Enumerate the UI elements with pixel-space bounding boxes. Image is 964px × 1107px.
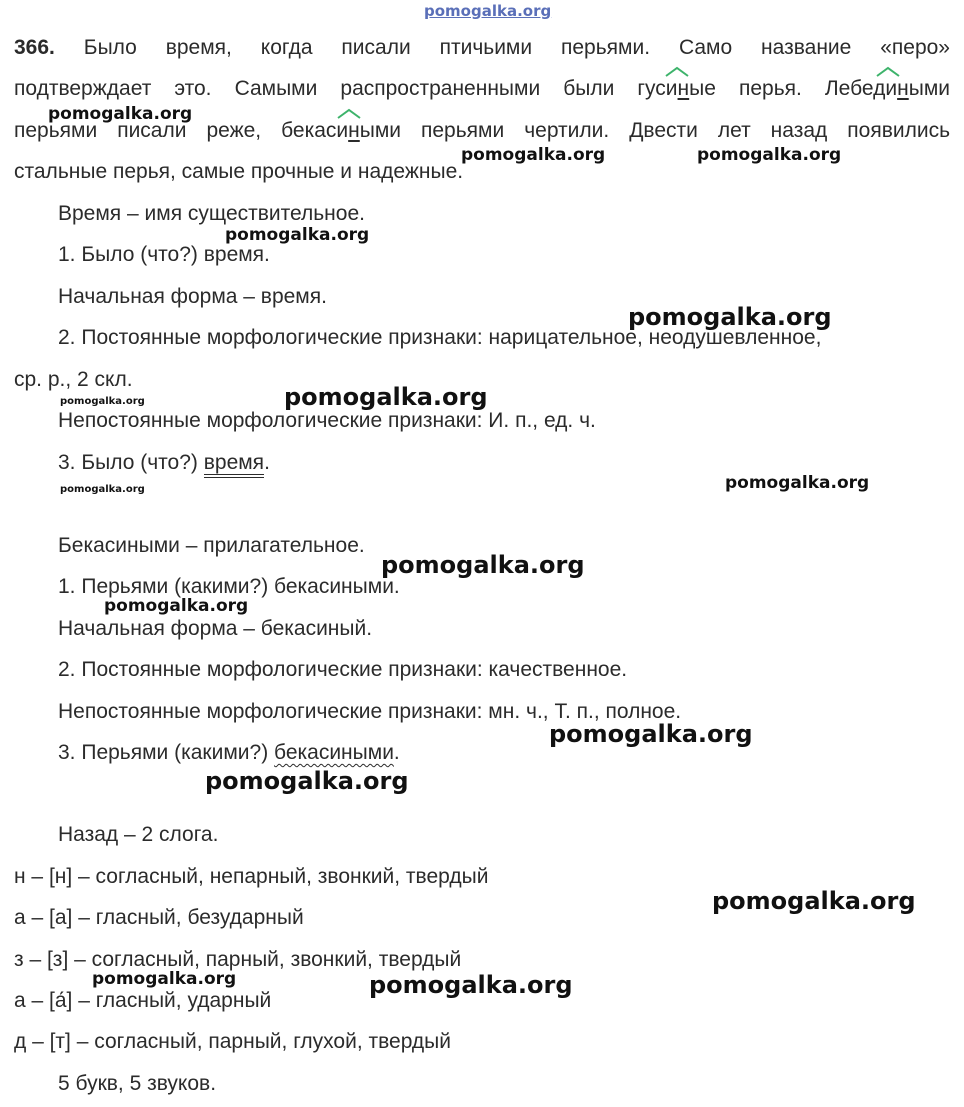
noun-title: Время – имя существительное. (58, 202, 365, 225)
adjective-point-2: 2. Постоянные морфологические признаки: качественное. (58, 658, 628, 681)
watermark: pomogalka.org (60, 484, 145, 495)
phonetic-row: а – [а́] – гласный, ударный (14, 989, 272, 1012)
suffix-arc-1 (664, 66, 690, 78)
watermark: pomogalka.org (225, 225, 370, 245)
noun-point-2-cont: ср. р., 2 скл. (14, 368, 133, 391)
noun-point-3-suffix: . (264, 451, 270, 474)
exercise-number: 366. (14, 36, 55, 59)
adjective-initial-form: Начальная форма – бекасиный. (58, 617, 373, 640)
watermark: pomogalka.org (712, 887, 916, 915)
exercise-text-2b: ые перья. Лебеди (689, 77, 898, 100)
watermark: pomogalka.org (461, 145, 606, 165)
exercise-text-3b: ыми перьями чертили. Двести лет назад появились (359, 119, 951, 142)
adjective-nonconstant: Непостоянные морфологические признаки: мн. ч., Т. п., полное. (58, 700, 682, 723)
suffix-arc-3 (336, 108, 362, 120)
phonetic-summary: 5 букв, 5 звуков. (58, 1072, 217, 1095)
watermark: pomogalka.org (725, 473, 870, 493)
watermark: pomogalka.org (628, 303, 832, 331)
watermark: pomogalka.org (205, 767, 409, 795)
watermark: pomogalka.org (381, 551, 585, 579)
noun-point-1: 1. Было (что?) время. (58, 243, 270, 266)
suffix-n-highlight: н (348, 119, 360, 142)
watermark: pomogalka.org (104, 596, 249, 616)
watermark: pomogalka.org (92, 969, 237, 989)
phonetic-row: а – [а] – гласный, безударный (14, 906, 304, 929)
exercise-text-1: Было время, когда писали птичьими перьями. Само название «перо» (83, 36, 950, 59)
exercise-line-4: стальные перья, самые прочные и надежные. (14, 160, 464, 183)
phonetic-row: д – [т] – согласный, парный, глухой, твердый (14, 1030, 451, 1053)
adjective-point-3-suffix: . (393, 741, 400, 764)
noun-point-3-prefix: 3. Было (что?) (58, 451, 204, 474)
watermark-top[interactable]: pomogalka.org (424, 2, 552, 20)
exercise-text-3a: перьями писали реже, бекаси (14, 119, 349, 142)
noun-point-2: 2. Постоянные морфологические признаки: нарицательное, неодушевленное, (58, 326, 822, 349)
exercise-line-1 (14, 35, 950, 61)
watermark: pomogalka.org (369, 971, 573, 999)
watermark: pomogalka.org (48, 104, 193, 124)
exercise-text-2a: подтверждает это. Самыми распространенными были гуси (14, 77, 678, 100)
adjective-title: Бекасиными – прилагательное. (58, 534, 365, 557)
suffix-n-highlight: н (897, 77, 909, 100)
phonetic-row: н – [н] – согласный, непарный, звонкий, твердый (14, 865, 489, 888)
watermark: pomogalka.org (60, 396, 145, 407)
phonetic-title: Назад – 2 слога. (58, 823, 219, 846)
watermark: pomogalka.org (549, 720, 753, 748)
noun-nonconstant: Непостоянные морфологические признаки: И. п., ед. ч. (58, 409, 596, 432)
adjective-point-1: 1. Перьями (какими?) бекасиными. (58, 575, 400, 598)
watermark: pomogalka.org (284, 383, 488, 411)
phonetic-row: з – [з] – согласный, парный, звонкий, твердый (14, 948, 462, 971)
adjective-wavy-underlined: бекасиными (274, 741, 394, 764)
noun-point-3 (58, 450, 270, 476)
suffix-arc-2 (875, 66, 901, 78)
suffix-n-highlight: н (677, 77, 690, 100)
adjective-point-3-prefix: 3. Перьями (какими?) (58, 741, 275, 764)
noun-initial-form: Начальная форма – время. (58, 285, 327, 308)
adjective-point-3 (58, 740, 400, 766)
exercise-text-2c: ыми (908, 77, 950, 100)
exercise-line-2 (14, 76, 950, 102)
watermark: pomogalka.org (697, 145, 842, 165)
noun-subject-underlined: время (204, 451, 264, 478)
